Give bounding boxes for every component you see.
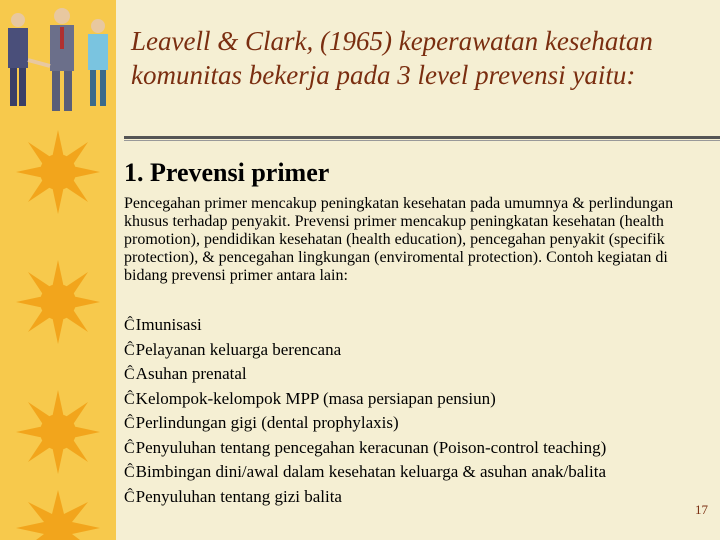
business-people-clipart [0,0,120,120]
slide-title: Leavell & Clark, (1965) keperawatan kesehatan komunitas bekerja pada 3 level prevensi yaitu: [131,26,653,90]
section-paragraph: Pencegahan primer mencakup peningkatan kesehatan pada umumnya & perlindungan khusus terhadap penyakit. Prevensi primer mencakup peningkatan kesehatan (health promotion), pendidikan kesehatan (health education), pencegahan penyakit (specifik protection), & pencegahan lingkungan (enviromental protection). Contoh kegiatan di bidang prevensi primer antara lain: [124,195,674,284]
title-divider-thin [124,140,720,141]
bullet-icon: Ĉ [124,366,135,383]
bullet-icon: Ĉ [124,488,135,506]
person-icon [8,13,28,106]
bullet-icon: Ĉ [124,390,135,408]
section-heading: 1. Prevensi primer [124,158,330,187]
list-item: Ĉ Imunisasi [124,313,714,338]
title-divider [124,136,720,139]
list-item: Ĉ Perlindungan gigi (dental prophylaxis) [124,411,714,436]
person-icon [50,8,74,111]
example-list [124,313,714,509]
person-icon [88,19,108,106]
list-item: Ĉ Bimbingan dini/awal dalam kesehatan keluarga & asuhan anak/balita [124,460,714,485]
bullet-icon: Ĉ [124,439,135,457]
page-number: 17 [695,502,708,517]
bullet-icon: Ĉ [124,464,135,481]
list-item: Ĉ Pelayanan keluarga berencana [124,338,714,363]
list-item: Ĉ Penyuluhan tentang pencegahan keracunan (Poison-control teaching) [124,436,714,461]
list-item: Ĉ Kelompok-kelompok MPP (masa persiapan pensiun) [124,387,714,412]
bullet-icon: Ĉ [124,341,135,359]
list-item: Ĉ Penyuluhan tentang gizi balita [124,485,714,510]
sun-icon [16,260,100,344]
sun-icon [16,130,100,214]
sun-icon [16,490,100,540]
list-item: Ĉ Asuhan prenatal [124,362,714,387]
bullet-icon: Ĉ [124,415,135,432]
sun-icon [16,390,100,474]
bullet-icon: Ĉ [124,317,135,334]
